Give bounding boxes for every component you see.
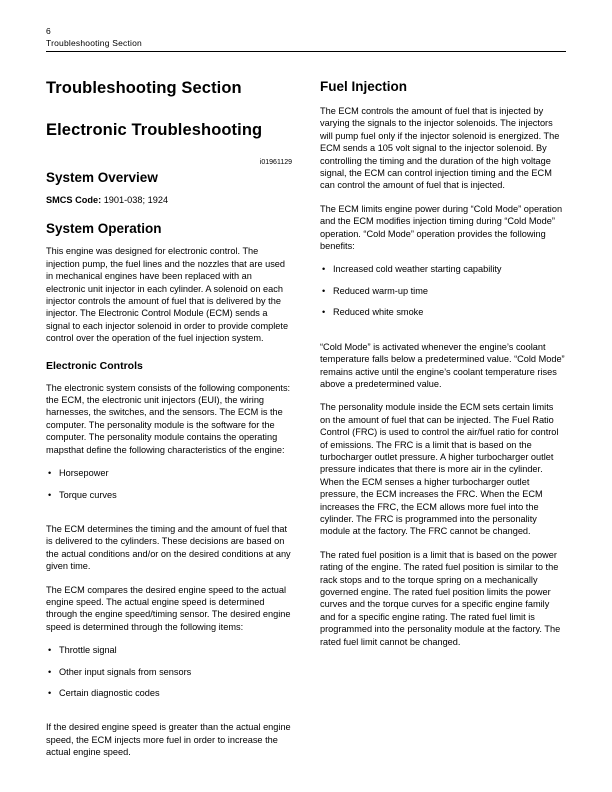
heading-electronic-controls: Electronic Controls — [46, 359, 143, 372]
list-item: • Horsepower — [46, 467, 292, 479]
smcs-label: SMCS Code: — [46, 195, 102, 205]
smcs-value: 1901-038; 1924 — [103, 195, 169, 205]
list-item: • Torque curves — [46, 489, 292, 501]
list-item: • Certain diagnostic codes — [46, 687, 292, 699]
list-item: • Increased cold weather starting capability — [320, 263, 566, 275]
title-troubleshooting-section: Troubleshooting Section — [46, 79, 242, 97]
paragraph-fuel-injection-5: The rated fuel position is a limit that is based on the power rating of the engine. The rated fuel position is similar to the rack stops and to the torque spring on a mechanically governed engine. The rated fuel position limits the power curves and the torque curves for a specific engine family and for a specific engine rating. The rated fuel limit is programmed into the personality module at the factory. The rated fuel limit cannot be changed. — [320, 549, 561, 647]
paragraph-system-operation-1: This engine was designed for electronic control. The injection pump, the fuel lines and the nozzles that are used in mechanical engines have been replaced with an electronic unit injector in each cylinder. A solenoid on each injector controls the amount of fuel that is delivered by the injector. The Electronic Control Module (ECM) sends a signal to each injector solenoid in order to provide complete control over the operation of the fuel injection system. — [46, 246, 289, 344]
left-column — [46, 78, 292, 770]
header-divider — [46, 51, 566, 52]
list-cold-mode-benefits — [320, 263, 566, 318]
spacer — [320, 330, 566, 341]
list-item: • Throttle signal — [46, 644, 292, 656]
right-column — [320, 78, 566, 770]
heading-system-overview: System Overview — [46, 170, 158, 185]
paragraph-fuel-injection-2: The ECM limits engine power during “Cold Mode” operation and the ECM modifies injection timing during “Cold Mode” operation. “Cold Mode” operation provides the following benefits: — [320, 203, 563, 252]
paragraph-fuel-injection-1: The ECM controls the amount of fuel that is injected by varying the signals to the injector solenoids. The injectors will pump fuel only if the injector solenoid is energized. The ECM sends a 105 volt signal to the injector solenoid. By controlling the timing and the duration of the high voltage signal, the ECM can control injection timing and the ECM can control the amount of fuel that is injected. — [320, 106, 560, 191]
heading-system-operation: System Operation — [46, 221, 162, 237]
paragraph-electronic-controls-2: The ECM determines the timing and the amount of fuel that is delivered to the cylinders. These decisions are based on the actual conditions and/or on the desired conditions at any given time. — [46, 523, 291, 572]
list-item: • Reduced warm-up time — [320, 285, 566, 297]
paragraph-electronic-controls-1: The electronic system consists of the following components: the ECM, the electronic unit injectors (EUI), the wiring harnesses, the switches, and the sensors. The ECM is the computer. The personality module is the software for the computer. The personality module contains the operating mapsthat define the following characteristics of the engine: — [46, 382, 291, 455]
spacer — [46, 512, 292, 523]
page-number: 6 — [46, 26, 51, 36]
two-column-body — [46, 78, 566, 770]
paragraph-fuel-injection-4: The personality module inside the ECM sets certain limits on the amount of fuel that can be injected. The Fuel Ratio Control (FRC) is used to control the air/fuel ratio for control of emissions. The FRC is a limit that is based on the turbocharger outlet pressure. A higher turbocharger outlet pressure indicates that there is more air in the cylinder. When the ECM senses a higher turbocharger outlet pressure, the ECM increases the FRC. When the ECM increases the FRC, the ECM allows more fuel into the cylinder. The FRC is programmed into the personality module at the factory. The FRC cannot be changed. — [320, 402, 559, 537]
heading-fuel-injection: Fuel Injection — [320, 79, 408, 94]
paragraph-fuel-injection-3: “Cold Mode” is activated whenever the engine’s coolant temperature falls below a predetermined value. “Cold Mode” remains active until the engine’s coolant temperature rises above a predetermined value. — [320, 341, 565, 389]
smcs-code-line — [46, 194, 292, 206]
reference-code: i01961129 — [259, 159, 292, 166]
list-engine-characteristics — [46, 467, 292, 501]
title-electronic-troubleshooting: Electronic Troubleshooting — [46, 121, 263, 139]
paragraph-electronic-controls-3: The ECM compares the desired engine speed to the actual engine speed. The actual engine speed is determined through the engine speed/timing sensor. The desired engine speed is determined through the following items: — [46, 584, 291, 632]
page-header — [46, 26, 566, 52]
header-section-title: Troubleshooting Section — [46, 38, 142, 48]
list-item: • Other input signals from sensors — [46, 666, 292, 678]
spacer — [46, 710, 292, 721]
paragraph-electronic-controls-4: If the desired engine speed is greater than the actual engine speed, the ECM injects more fuel in order to increase the actual engine speed. — [46, 722, 291, 758]
list-desired-speed-items — [46, 644, 292, 699]
list-item: • Reduced white smoke — [320, 306, 566, 318]
